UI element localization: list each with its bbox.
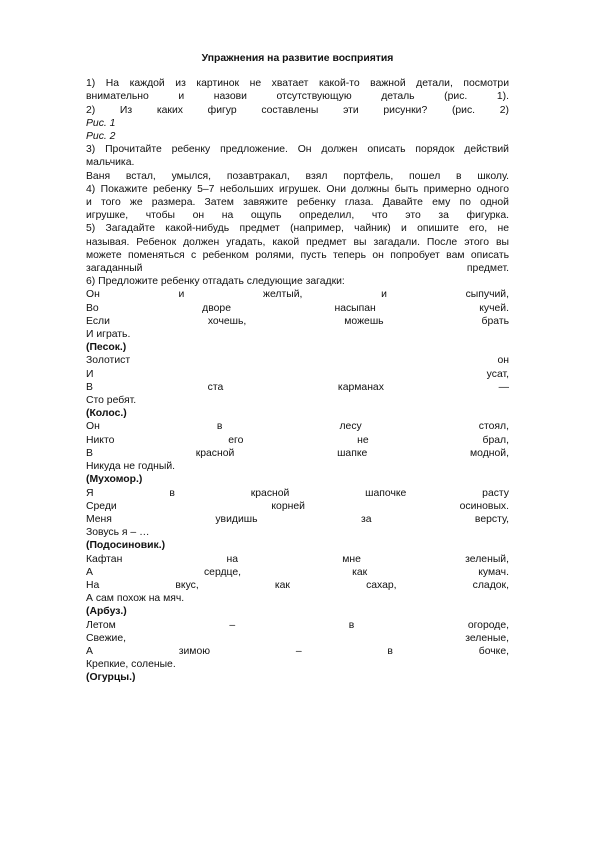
riddle <box>86 288 509 354</box>
riddle-line: Никуда не годный. <box>86 461 176 473</box>
riddle-line: И усат, <box>86 368 509 380</box>
riddle-line: На вкус, как сахар, сладок, <box>86 579 509 591</box>
riddle-line: Я в красной шапочке расту <box>86 487 509 499</box>
riddle-line: Среди корней осиновых. <box>86 500 509 512</box>
exercise-sentence: Ваня встал, умылся, позавтракал, взял портфель, пошел в школу. <box>86 170 509 182</box>
riddle-line: Он в лесу стоял, <box>86 421 509 433</box>
riddle-line: Сто ребят. <box>86 395 137 407</box>
riddle-line: Никто его не брал, <box>86 434 509 446</box>
riddle-line: Во дворе насыпан кучей. <box>86 302 509 314</box>
exercise-1 <box>86 77 509 117</box>
exercise-4 <box>86 183 509 223</box>
riddle-line: А зимою – в бочке, <box>86 645 509 657</box>
exercise-2-line: 2) Из каких фигур составлены эти рисунки? (рис. 2) <box>86 104 509 116</box>
riddle <box>86 619 509 685</box>
exercise-line: загаданный предмет. <box>86 263 509 275</box>
riddle-line: А сердце, как кумач. <box>86 566 509 578</box>
riddle-line: Кафтан на мне зеленый, <box>86 553 509 565</box>
document-page <box>86 52 509 685</box>
riddle-line: Меня увидишь за версту, <box>86 513 509 525</box>
riddle-line: А сам похож на мяч. <box>86 593 185 605</box>
figure-1-caption: Рис. 1 <box>86 117 116 129</box>
riddle-line: Крепкие, соленые. <box>86 659 176 671</box>
document-title: Упражнения на развитие восприятия <box>201 53 394 64</box>
exercise-5 <box>86 222 509 275</box>
riddle-line: Золотист он <box>86 355 509 367</box>
exercise-6: 6) Предложите ребенку отгадать следующие загадки: <box>86 276 345 288</box>
riddle-answer: (Арбуз.) <box>86 606 127 618</box>
riddle <box>86 354 509 420</box>
riddle-list <box>86 288 509 684</box>
riddle-answer: (Мухомор.) <box>86 474 143 486</box>
riddle-line: Зовусь я – … <box>86 527 150 539</box>
riddle-answer: (Колос.) <box>86 408 127 420</box>
exercise-line: игрушке, чтобы он на ощупь определил, что это за фигурка. <box>86 210 509 222</box>
exercise-line: 1) На каждой из картинок не хватает какой-то важной детали, посмотри <box>86 78 509 90</box>
figure-2-caption: Рис. 2 <box>86 131 116 143</box>
exercise-line: внимательно и назови отсутствующую деталь (рис. 1). <box>86 91 509 103</box>
riddle <box>86 487 509 553</box>
riddle-line: Летом – в огороде, <box>86 619 509 631</box>
riddle-line: Если хочешь, можешь брать <box>86 315 509 327</box>
exercise-line: 4) Покажите ребенку 5–7 небольших игрушек. Они должны быть примерно одного <box>86 183 509 195</box>
riddle-answer: (Огурцы.) <box>86 672 136 684</box>
exercise-line: и того же размера. Затем завяжите ребенку глаза. Давайте ему по одной <box>86 197 509 209</box>
exercise-line: мальчика. <box>86 157 135 169</box>
exercise-line: называя. Ребенок должен угадать, какой предмет вы загадали. После этого вы <box>86 236 509 248</box>
riddle <box>86 553 509 619</box>
exercise-3 <box>86 143 509 183</box>
riddle <box>86 420 509 486</box>
riddle-line: Он и желтый, и сыпучий, <box>86 289 509 301</box>
exercise-line: можете поменяться с ребенком ролями, пусть теперь он попробует вам описать <box>86 249 509 261</box>
riddle-line: В ста карманах — <box>86 381 509 393</box>
riddle-line: В красной шапке модной, <box>86 447 509 459</box>
riddle-line: И играть. <box>86 329 131 341</box>
exercise-line: 3) Прочитайте ребенку предложение. Он должен описать порядок действий <box>86 144 509 156</box>
riddle-answer: (Подосиновик.) <box>86 540 166 552</box>
exercise-line: 5) Загадайте какой-нибудь предмет (например, чайник) и опишите его, не <box>86 223 509 235</box>
riddle-line: Свежие, зеленые, <box>86 632 509 644</box>
riddle-answer: (Песок.) <box>86 342 127 354</box>
